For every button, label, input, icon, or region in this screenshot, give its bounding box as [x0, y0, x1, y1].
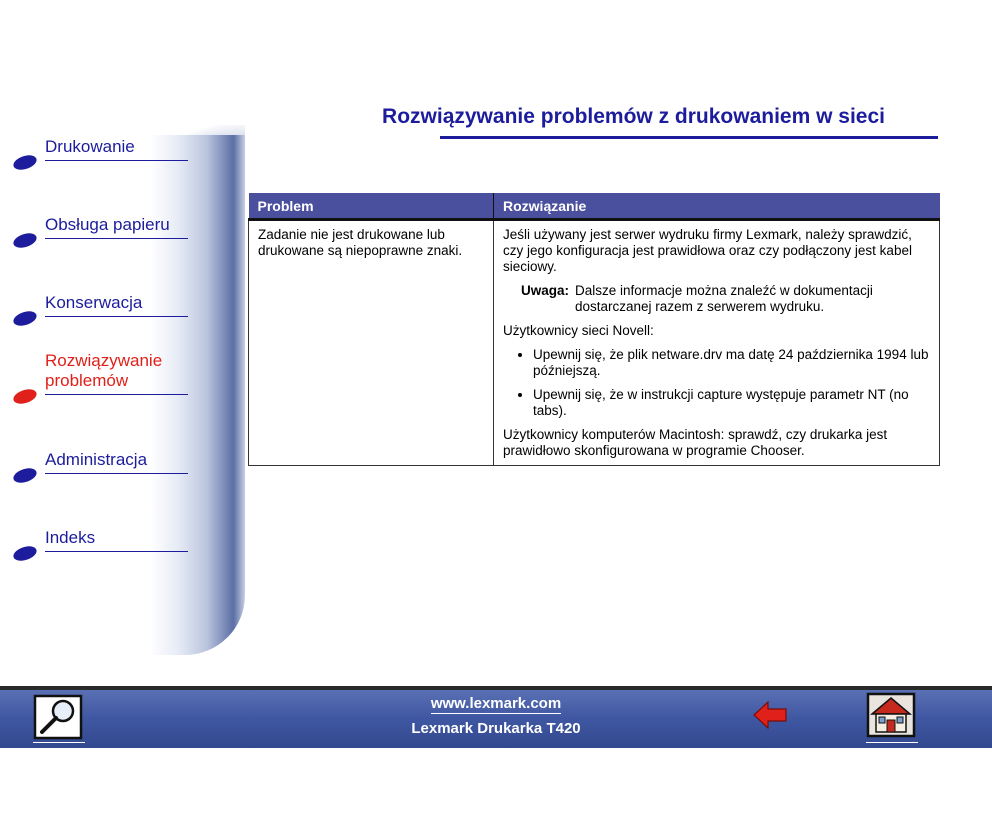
bullet-icon [12, 309, 39, 329]
solution-intro: Jeśli używany jest serwer wydruku firmy Lexmark, należy sprawdzić, czy jego konfiguracja jest prawidłowa oraz czy podłączony jest kabel sieciowy. [503, 227, 912, 274]
sidebar-item-label [45, 351, 162, 391]
sidebar-item-label-line2: problemów [45, 371, 129, 390]
back-arrow-icon [752, 700, 788, 730]
sidebar-item-label: Administracja [45, 450, 148, 469]
troubleshooting-table [248, 193, 940, 466]
problem-cell: Zadanie nie jest drukowane lub drukowane są niepoprawne znaki. [249, 220, 494, 466]
divider [45, 394, 188, 395]
divider [866, 742, 918, 743]
sidebar-item-label: Konserwacja [45, 293, 143, 312]
sidebar-item-administracja[interactable] [20, 449, 188, 474]
list-item: • Upewnij się, że plik netware.drv ma datę 24 października 1994 lub późniejszą. [533, 347, 930, 379]
sidebar-item-obsluga-papieru[interactable] [20, 214, 188, 239]
sidebar-item-rozwiazywanie-problemow[interactable] [20, 350, 188, 395]
novell-list [503, 347, 930, 419]
column-header-problem: Problem [249, 193, 494, 220]
product-name: Lexmark Drukarka T420 [411, 720, 581, 737]
bullet-icon [12, 153, 39, 173]
footer-bar [0, 686, 992, 748]
bullet-icon [12, 466, 39, 486]
bullet-icon [12, 387, 39, 407]
home-icon [866, 692, 918, 742]
sidebar-item-label: Obsługa papieru [45, 215, 170, 234]
sidebar-item-label-line1: Rozwiązywanie [45, 351, 163, 370]
sidebar-item-label: Indeks [45, 528, 96, 547]
footer-url-wrap [0, 695, 992, 712]
page-title: Rozwiązywanie problemów z drukowaniem w sieci [382, 105, 885, 128]
sidebar-item-indeks[interactable] [20, 527, 188, 552]
list-item: • Upewnij się, że w instrukcji capture występuje parametr NT (no tabs). [533, 387, 930, 419]
divider [45, 238, 188, 239]
divider [33, 742, 85, 743]
sidebar-item-drukowanie[interactable] [20, 136, 188, 161]
search-button[interactable] [33, 694, 85, 744]
website-link[interactable]: www.lexmark.com [430, 695, 562, 712]
column-header-solution: Rozwiązanie [494, 193, 940, 220]
title-underline [440, 136, 938, 139]
note-text: Dalsze informacje można znaleźć w dokumentacji dostarczanej razem z serwerem wydruku. [575, 283, 873, 314]
back-button[interactable] [752, 700, 788, 730]
bullet-icon [12, 231, 39, 251]
note [521, 283, 930, 315]
search-icon [33, 694, 85, 744]
home-button[interactable] [866, 692, 918, 742]
divider [45, 473, 188, 474]
solution-cell [494, 220, 940, 466]
note-label: Uwaga: [521, 283, 570, 298]
divider [45, 160, 188, 161]
macintosh-text: Użytkownicy komputerów Macintosh: sprawdź, czy drukarka jest prawidłowo skonfigurowana w programie Chooser. [503, 427, 888, 458]
novell-heading: Użytkownicy sieci Novell: [503, 323, 654, 338]
table-header-row [249, 193, 940, 220]
divider [45, 316, 188, 317]
table-row [249, 220, 940, 466]
sidebar-shade [150, 135, 245, 655]
divider [45, 551, 188, 552]
sidebar-item-konserwacja[interactable] [20, 292, 188, 317]
sidebar-item-label: Drukowanie [45, 137, 135, 156]
bullet-icon [12, 544, 39, 564]
